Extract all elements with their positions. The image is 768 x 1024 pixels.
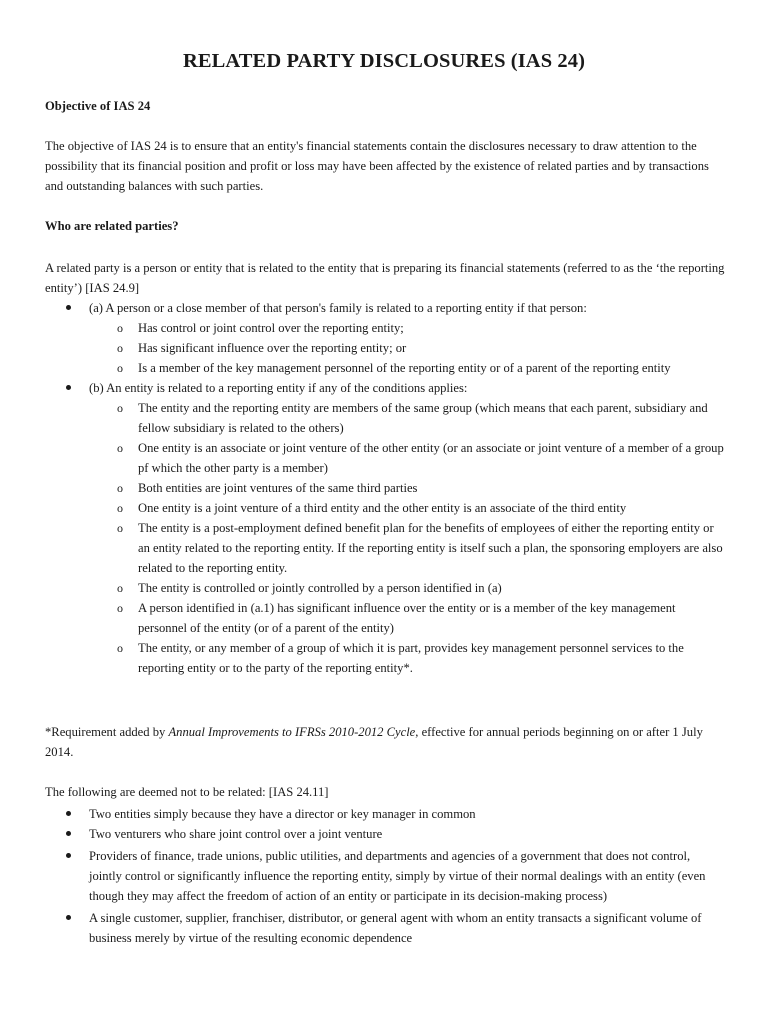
list-item: o The entity is a post-employment defined benefit plan for the benefits of employees of either the reporting entity or an entity related to the reporting entity. If the reporting entity is itself such a plan, the sponsoring employers are also related to the reporting entity.	[91, 518, 725, 578]
footnote-prefix: *Requirement added by	[45, 725, 169, 739]
list-item	[45, 378, 725, 678]
list-item: o A person identified in (a.1) has significant influence over the entity or is a member of the key management personnel of the entity (or of a parent of the entity)	[91, 598, 725, 638]
page-title: RELATED PARTY DISCLOSURES (IAS 24)	[182, 50, 586, 72]
list-item: o Has control or joint control over the reporting entity;	[91, 318, 725, 338]
bullet-a-text: (a) A person or a close member of that person's family is related to a reporting entity if that person:	[89, 301, 587, 315]
objective-heading: Objective of IAS 24	[45, 99, 151, 113]
footnote-publication: Annual Improvements to IFRSs 2010-2012 Cycle	[168, 725, 416, 739]
related-parties-heading: Who are related parties?	[45, 219, 179, 233]
list-item: o Is a member of the key management personnel of the reporting entity or of a parent of the reporting entity	[91, 358, 725, 378]
list-item: Two venturers who share joint control over a joint venture	[45, 824, 725, 844]
list-item: o The entity and the reporting entity are members of the same group (which means that each parent, subsidiary and fellow subsidiary is related to the others)	[91, 398, 725, 438]
list-item: o One entity is an associate or joint venture of the other entity (or an associate or joint venture of a member of a group pf which the other party is a member)	[91, 438, 725, 478]
list-item	[45, 298, 725, 378]
footnote-suffix: , effective for annual periods beginning on or after 1 July 2014.	[45, 725, 703, 759]
list-item: o Both entities are joint ventures of the same third parties	[91, 478, 725, 498]
footnote	[45, 722, 725, 762]
not-related-list	[45, 804, 725, 948]
list-item: Two entities simply because they have a director or key manager in common	[45, 804, 725, 824]
bullet-b-text: (b) An entity is related to a reporting entity if any of the conditions applies:	[89, 381, 468, 395]
bullet-b-conditions	[45, 398, 725, 678]
list-item: o The entity is controlled or jointly controlled by a person identified in (a)	[91, 578, 725, 598]
list-item: A single customer, supplier, franchiser, distributor, or general agent with whom an entity transacts a significant volume of business merely by virtue of the resulting economic dependence	[45, 908, 725, 948]
list-item: Providers of finance, trade unions, public utilities, and departments and agencies of a government that does not control, jointly control or significantly influence the reporting entity, simply by virtue of their normal dealings with an entity (even though they may affect the freedom of action of an entity or participate in its decision-making process)	[45, 846, 725, 906]
objective-paragraph: The objective of IAS 24 is to ensure that an entity's financial statements contain the disclosures necessary to draw attention to the possibility that its financial position and profit or loss may have been affected by the existence of related parties and by transactions and outstanding balances with such parties.	[45, 139, 709, 193]
list-item: o Has significant influence over the reporting entity; or	[91, 338, 725, 358]
list-item: o One entity is a joint venture of a third entity and the other entity is an associate of the third entity	[91, 498, 725, 518]
list-item: o The entity, or any member of a group of which it is part, provides key management personnel services to the reporting entity or to the party of the reporting entity*.	[91, 638, 725, 678]
related-parties-intro: A related party is a person or entity that is related to the entity that is preparing its financial statements (referred to as the ‘the reporting entity’) [IAS 24.9]	[45, 261, 725, 295]
related-parties-list	[45, 298, 725, 678]
not-related-intro: The following are deemed not to be related: [IAS 24.11]	[45, 785, 329, 799]
bullet-a-conditions	[45, 318, 725, 378]
